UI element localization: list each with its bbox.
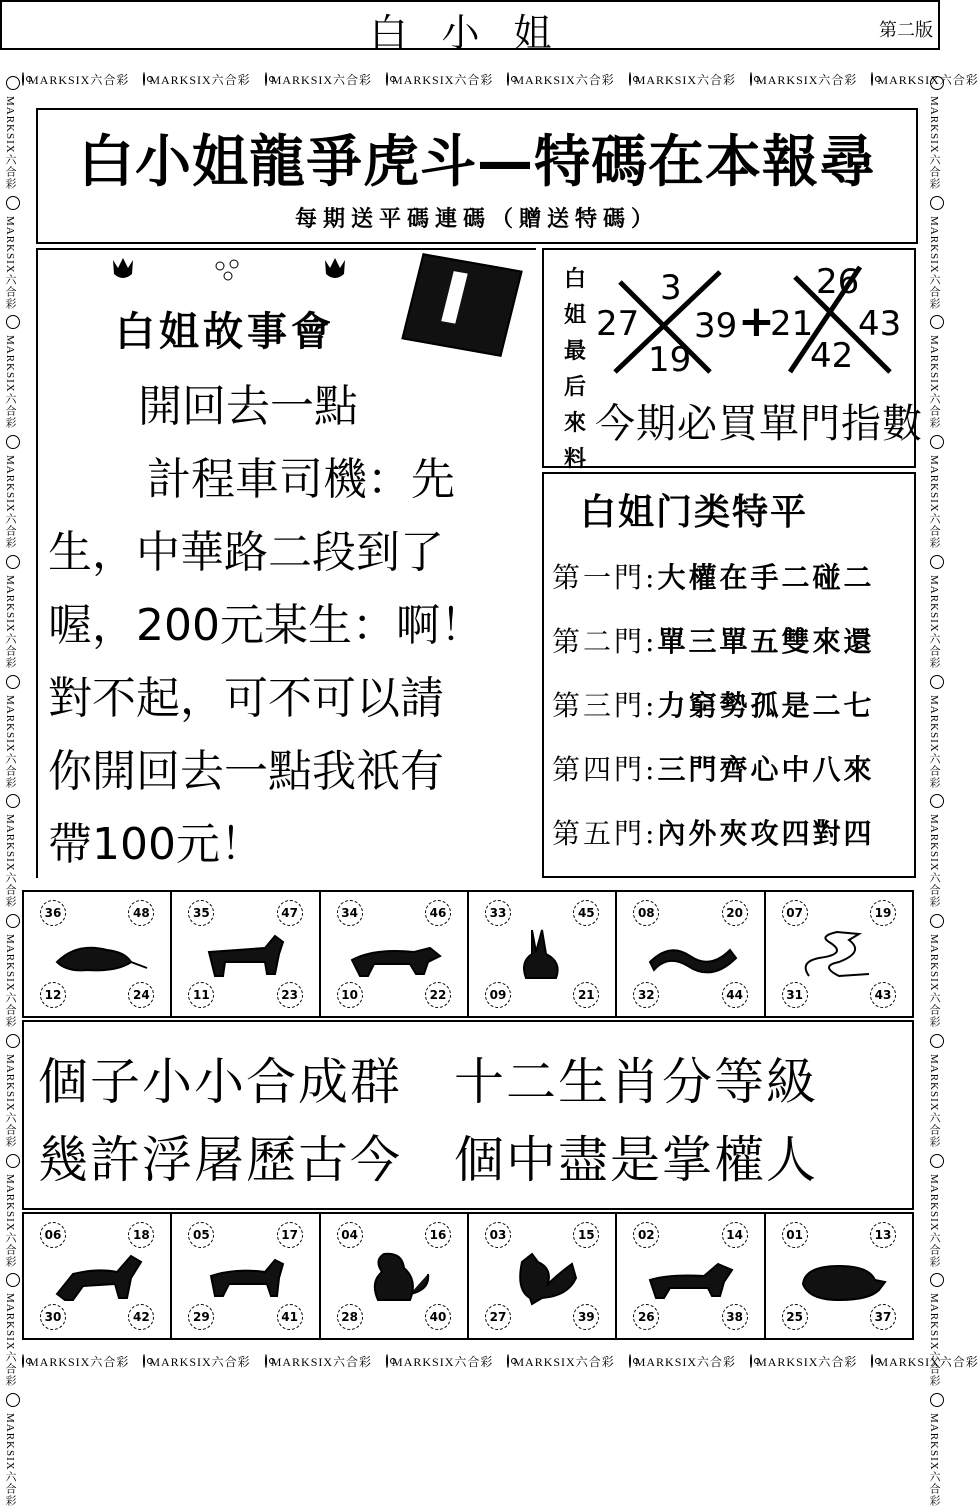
flower-ornament-icon bbox=[265, 72, 267, 86]
flower-ornament-icon bbox=[930, 315, 944, 329]
monkey-icon bbox=[344, 1244, 444, 1308]
brand-strip-text: MARKSIX六合彩 bbox=[4, 1413, 16, 1507]
brand-strip-text: MARKSIX六合彩 bbox=[4, 814, 16, 909]
zodiac-number-badge: 17 bbox=[277, 1222, 303, 1248]
brand-strip-text: MARKSIX六合彩 bbox=[4, 335, 16, 430]
tulip-icon bbox=[108, 256, 138, 293]
flower-ornament-icon bbox=[507, 72, 509, 86]
brand-strip-text: MARKSIX六合彩 bbox=[4, 694, 16, 789]
masthead-title: 白小姐 bbox=[369, 11, 586, 55]
brand-strip-text: MARKSIX六合彩 bbox=[149, 72, 251, 87]
zodiac-number-badge: 01 bbox=[782, 1222, 808, 1248]
zodiac-number-badge: 26 bbox=[633, 1304, 659, 1330]
category-label: 第一門: bbox=[552, 561, 658, 594]
snake-icon bbox=[789, 922, 889, 986]
brand-strip-text: MARKSIX六合彩 bbox=[928, 934, 940, 1028]
zodiac-number-badge: 09 bbox=[485, 982, 511, 1008]
flower-ornament-icon bbox=[871, 72, 873, 86]
brand-strip-text: MARKSIX六合彩 bbox=[28, 72, 130, 87]
brand-strip-text: MARKSIX六合彩 bbox=[4, 96, 16, 190]
brand-strip-text: MARKSIX六合彩 bbox=[4, 1053, 16, 1148]
brand-strip-text: MARKSIX六合彩 bbox=[928, 1413, 940, 1507]
recent-number: 39 bbox=[694, 306, 738, 346]
zodiac-cell-rat bbox=[24, 892, 172, 1016]
recent-label: 白姐最后來料 bbox=[563, 267, 586, 472]
flower-ornament-icon bbox=[930, 196, 944, 210]
brand-strip-text: MARKSIX六合彩 bbox=[392, 1354, 494, 1369]
zodiac-number-badge: 20 bbox=[722, 900, 748, 926]
brand-strip-text: MARKSIX六合彩 bbox=[928, 1173, 940, 1268]
zodiac-number-badge: 31 bbox=[782, 982, 808, 1008]
flower-ornament-icon bbox=[143, 72, 145, 86]
flower-ornament-icon bbox=[6, 675, 20, 689]
zodiac-number-badge: 21 bbox=[573, 982, 599, 1008]
zodiac-number-badge: 47 bbox=[277, 900, 303, 926]
zodiac-cell-snake bbox=[766, 892, 912, 1016]
zodiac-number-badge: 29 bbox=[188, 1304, 214, 1330]
zodiac-number-badge: 22 bbox=[425, 982, 451, 1008]
category-row bbox=[552, 748, 874, 788]
brand-strip-text: MARKSIX六合彩 bbox=[928, 96, 940, 190]
zodiac-number-badge: 46 bbox=[425, 900, 451, 926]
brand-strip-left bbox=[2, 70, 24, 1507]
category-row bbox=[552, 620, 874, 660]
flower-ornament-icon bbox=[6, 315, 20, 329]
brand-strip-text: MARKSIX六合彩 bbox=[928, 335, 940, 430]
zodiac-number-badge: 12 bbox=[40, 982, 66, 1008]
brand-strip-right bbox=[926, 70, 948, 1507]
brand-strip-text: MARKSIX六合彩 bbox=[270, 1354, 373, 1369]
zodiac-number-badge: 07 bbox=[782, 900, 808, 926]
zodiac-number-badge: 25 bbox=[782, 1304, 808, 1330]
flower-ornament-icon bbox=[6, 794, 20, 808]
category-value: 力窮勢孤是二七 bbox=[657, 689, 875, 722]
flower-ornament-icon bbox=[6, 196, 20, 210]
zodiac-number-badge: 43 bbox=[870, 982, 896, 1008]
rabbit-icon bbox=[492, 922, 592, 986]
goat-icon bbox=[195, 1244, 295, 1308]
story-line: 帶100元！ bbox=[48, 819, 264, 870]
brand-strip-text: MARKSIX六合彩 bbox=[392, 72, 494, 87]
flower-ornament-icon bbox=[930, 1393, 944, 1407]
category-row bbox=[552, 684, 874, 724]
zodiac-number-badge: 13 bbox=[870, 1222, 896, 1248]
masthead bbox=[0, 0, 940, 55]
zodiac-number-badge: 11 bbox=[188, 982, 214, 1008]
category-value: 內外夾攻四對四 bbox=[657, 817, 875, 850]
category-title: 白姐门类特平 bbox=[580, 492, 809, 533]
brand-strip-text: MARKSIX六合彩 bbox=[634, 72, 737, 87]
brand-strip-text: MARKSIX六合彩 bbox=[928, 814, 940, 909]
headline-title: 白小姐龍爭虎斗—特碼在本報尋 bbox=[78, 130, 876, 195]
story-body bbox=[48, 370, 526, 881]
zodiac-number-badge: 18 bbox=[128, 1222, 154, 1248]
recent-number: 21 bbox=[770, 304, 814, 344]
brand-strip-text: MARKSIX六合彩 bbox=[4, 1293, 16, 1388]
brand-strip-text: MARKSIX六合彩 bbox=[513, 72, 615, 87]
brand-strip-text: MARKSIX六合彩 bbox=[28, 1354, 130, 1369]
zodiac-cell-tiger bbox=[321, 892, 469, 1016]
category-label: 第四門: bbox=[552, 753, 658, 786]
zodiac-row-top bbox=[22, 890, 914, 1018]
zodiac-number-badge: 40 bbox=[425, 1304, 451, 1330]
zodiac-cell-goat bbox=[172, 1214, 320, 1338]
brand-strip-text: MARKSIX六合彩 bbox=[513, 1354, 615, 1369]
flower-ornament-icon bbox=[265, 1354, 267, 1368]
zodiac-number-badge: 38 bbox=[722, 1304, 748, 1330]
recent-number: 3 bbox=[660, 268, 682, 308]
brand-strip-text: MARKSIX六合彩 bbox=[756, 72, 858, 87]
zodiac-number-badge: 08 bbox=[633, 900, 659, 926]
flower-ornament-icon bbox=[930, 675, 944, 689]
flower-ornament-icon bbox=[6, 1393, 20, 1407]
flower-ornament-icon bbox=[6, 555, 20, 569]
brand-strip-text: MARKSIX六合彩 bbox=[4, 574, 16, 669]
zodiac-number-badge: 10 bbox=[337, 982, 363, 1008]
category-value: 三門齊心中八來 bbox=[657, 753, 875, 786]
flower-ornament-icon bbox=[871, 1354, 873, 1368]
brand-strip-bottom bbox=[22, 1350, 979, 1372]
zodiac-cell-monkey bbox=[321, 1214, 469, 1338]
category-label: 第二門: bbox=[552, 625, 658, 658]
story-line: 生，中華路二段到了 bbox=[48, 527, 444, 578]
zodiac-number-badge: 15 bbox=[573, 1222, 599, 1248]
poem-line: 個子小小合成群 十二生肖分等級 bbox=[38, 1053, 818, 1111]
headline-subtitle: 每期送平碼連碼（贈送特碼） bbox=[294, 207, 659, 232]
category-row bbox=[552, 812, 874, 852]
plus-sign: + bbox=[738, 296, 775, 347]
zodiac-cell-dog bbox=[617, 1214, 765, 1338]
zodiac-number-badge: 30 bbox=[40, 1304, 66, 1330]
zodiac-row-bottom bbox=[22, 1212, 914, 1340]
zodiac-cell-ox bbox=[172, 892, 320, 1016]
edition-label: 第二版 bbox=[879, 20, 933, 41]
book-icon bbox=[401, 253, 522, 357]
brand-strip-text: MARKSIX六合彩 bbox=[149, 1354, 251, 1369]
recent-number: 43 bbox=[858, 304, 902, 344]
zodiac-number-badge: 36 bbox=[40, 900, 66, 926]
flower-ornament-icon bbox=[930, 1034, 944, 1048]
zodiac-number-badge: 14 bbox=[722, 1222, 748, 1248]
story-line: 對不起，可不可以請 bbox=[48, 673, 444, 724]
ox-icon bbox=[195, 922, 295, 986]
zodiac-number-badge: 19 bbox=[870, 900, 896, 926]
story-line: 喔，200元某生：啊！ bbox=[48, 600, 484, 651]
flower-ornament-icon bbox=[6, 914, 20, 928]
flower-ornament-icon bbox=[629, 1354, 631, 1368]
flower-ornament-icon bbox=[6, 1154, 20, 1168]
zodiac-number-badge: 04 bbox=[337, 1222, 363, 1248]
zodiac-cell-dragon bbox=[617, 892, 765, 1016]
recent-number: 42 bbox=[810, 336, 854, 376]
recent-number: 26 bbox=[816, 262, 860, 302]
zodiac-cell-rabbit bbox=[469, 892, 617, 1016]
brand-strip-text: MARKSIX六合彩 bbox=[928, 1053, 940, 1148]
brand-strip-text: MARKSIX六合彩 bbox=[756, 1354, 858, 1369]
zodiac-cell-horse bbox=[24, 1214, 172, 1338]
flower-ornament-icon bbox=[22, 1354, 24, 1368]
brand-strip-text: MARKSIX六合彩 bbox=[928, 694, 940, 789]
zodiac-number-badge: 06 bbox=[40, 1222, 66, 1248]
story-title: 白姐故事會 bbox=[115, 309, 335, 355]
tiger-icon bbox=[344, 922, 444, 986]
story-line: 計程車司機：先 bbox=[103, 454, 455, 505]
zodiac-number-badge: 37 bbox=[870, 1304, 896, 1330]
flower-ornament-icon bbox=[930, 1273, 944, 1287]
brand-strip-top bbox=[22, 68, 979, 90]
flower-ornament-icon bbox=[6, 1034, 20, 1048]
rat-icon bbox=[47, 922, 147, 986]
flower-ornament-icon bbox=[386, 1354, 388, 1368]
zodiac-number-badge: 42 bbox=[128, 1304, 154, 1330]
horse-icon bbox=[47, 1244, 147, 1308]
flower-ornament-icon bbox=[143, 1354, 145, 1368]
dragon-icon bbox=[640, 922, 740, 986]
flower-ornament-icon bbox=[930, 435, 944, 449]
tulip-icon bbox=[320, 256, 350, 293]
headline-box bbox=[36, 108, 918, 244]
brand-strip-text: MARKSIX六合彩 bbox=[928, 455, 940, 549]
brand-strip-text: MARKSIX六合彩 bbox=[928, 215, 940, 310]
brand-strip-text: MARKSIX六合彩 bbox=[634, 1354, 737, 1369]
zodiac-number-badge: 28 bbox=[337, 1304, 363, 1330]
zodiac-number-badge: 02 bbox=[633, 1222, 659, 1248]
zodiac-number-badge: 48 bbox=[128, 900, 154, 926]
story-line: 開回去一點 bbox=[138, 381, 358, 432]
flower-ornament-icon bbox=[6, 76, 20, 90]
flower-ornament-icon bbox=[930, 794, 944, 808]
zodiac-number-badge: 33 bbox=[485, 900, 511, 926]
recent-number: 19 bbox=[648, 340, 692, 380]
flower-ornament-icon bbox=[6, 1273, 20, 1287]
brand-strip-text: MARKSIX六合彩 bbox=[928, 574, 940, 669]
flower-ornament-icon bbox=[386, 72, 388, 86]
flower-ornament-icon bbox=[930, 76, 944, 90]
zodiac-cell-rooster bbox=[469, 1214, 617, 1338]
zodiac-number-badge: 03 bbox=[485, 1222, 511, 1248]
category-value: 大權在手二碰二 bbox=[657, 561, 875, 594]
zodiac-number-badge: 41 bbox=[277, 1304, 303, 1330]
brand-strip-text: MARKSIX六合彩 bbox=[4, 1173, 16, 1268]
must-buy-label: 今期必買單門指數 bbox=[595, 401, 923, 447]
zodiac-number-badge: 05 bbox=[188, 1222, 214, 1248]
brand-strip-text: MARKSIX六合彩 bbox=[4, 934, 16, 1028]
zodiac-number-badge: 45 bbox=[573, 900, 599, 926]
category-label: 第三門: bbox=[552, 689, 658, 722]
zodiac-number-badge: 34 bbox=[337, 900, 363, 926]
poem-line: 幾許浮屠歷古今 個中盡是掌權人 bbox=[38, 1131, 818, 1189]
brand-strip-text: MARKSIX六合彩 bbox=[270, 72, 373, 87]
rooster-icon bbox=[492, 1244, 592, 1308]
flower-ornament-icon bbox=[6, 435, 20, 449]
story-line: 你開回去一點我祇有 bbox=[48, 746, 444, 797]
dog-icon bbox=[640, 1244, 740, 1308]
zodiac-number-badge: 16 bbox=[425, 1222, 451, 1248]
flower-ornament-icon bbox=[210, 256, 246, 293]
flower-ornament-icon bbox=[507, 1354, 509, 1368]
brand-strip-text: MARKSIX六合彩 bbox=[877, 72, 979, 87]
flower-ornament-icon bbox=[750, 1354, 752, 1368]
brand-strip-text: MARKSIX六合彩 bbox=[4, 455, 16, 549]
zodiac-number-badge: 23 bbox=[277, 982, 303, 1008]
brand-strip-text: MARKSIX六合彩 bbox=[928, 1293, 940, 1388]
flower-ornament-icon bbox=[930, 914, 944, 928]
zodiac-number-badge: 39 bbox=[573, 1304, 599, 1330]
brand-strip-text: MARKSIX六合彩 bbox=[4, 215, 16, 310]
zodiac-cell-pig bbox=[766, 1214, 912, 1338]
category-value: 單三單五雙來還 bbox=[657, 625, 875, 658]
flower-ornament-icon bbox=[930, 1154, 944, 1168]
zodiac-number-badge: 35 bbox=[188, 900, 214, 926]
zodiac-number-badge: 27 bbox=[485, 1304, 511, 1330]
brand-strip-text: MARKSIX六合彩 bbox=[877, 1354, 979, 1369]
category-label: 第五門: bbox=[552, 817, 658, 850]
zodiac-number-badge: 24 bbox=[128, 982, 154, 1008]
recent-number: 27 bbox=[596, 304, 640, 344]
category-row bbox=[552, 556, 874, 596]
zodiac-number-badge: 44 bbox=[722, 982, 748, 1008]
flower-ornament-icon bbox=[629, 72, 631, 86]
zodiac-number-badge: 32 bbox=[633, 982, 659, 1008]
flower-ornament-icon bbox=[930, 555, 944, 569]
flower-ornament-icon bbox=[750, 72, 752, 86]
pig-icon bbox=[789, 1244, 889, 1308]
